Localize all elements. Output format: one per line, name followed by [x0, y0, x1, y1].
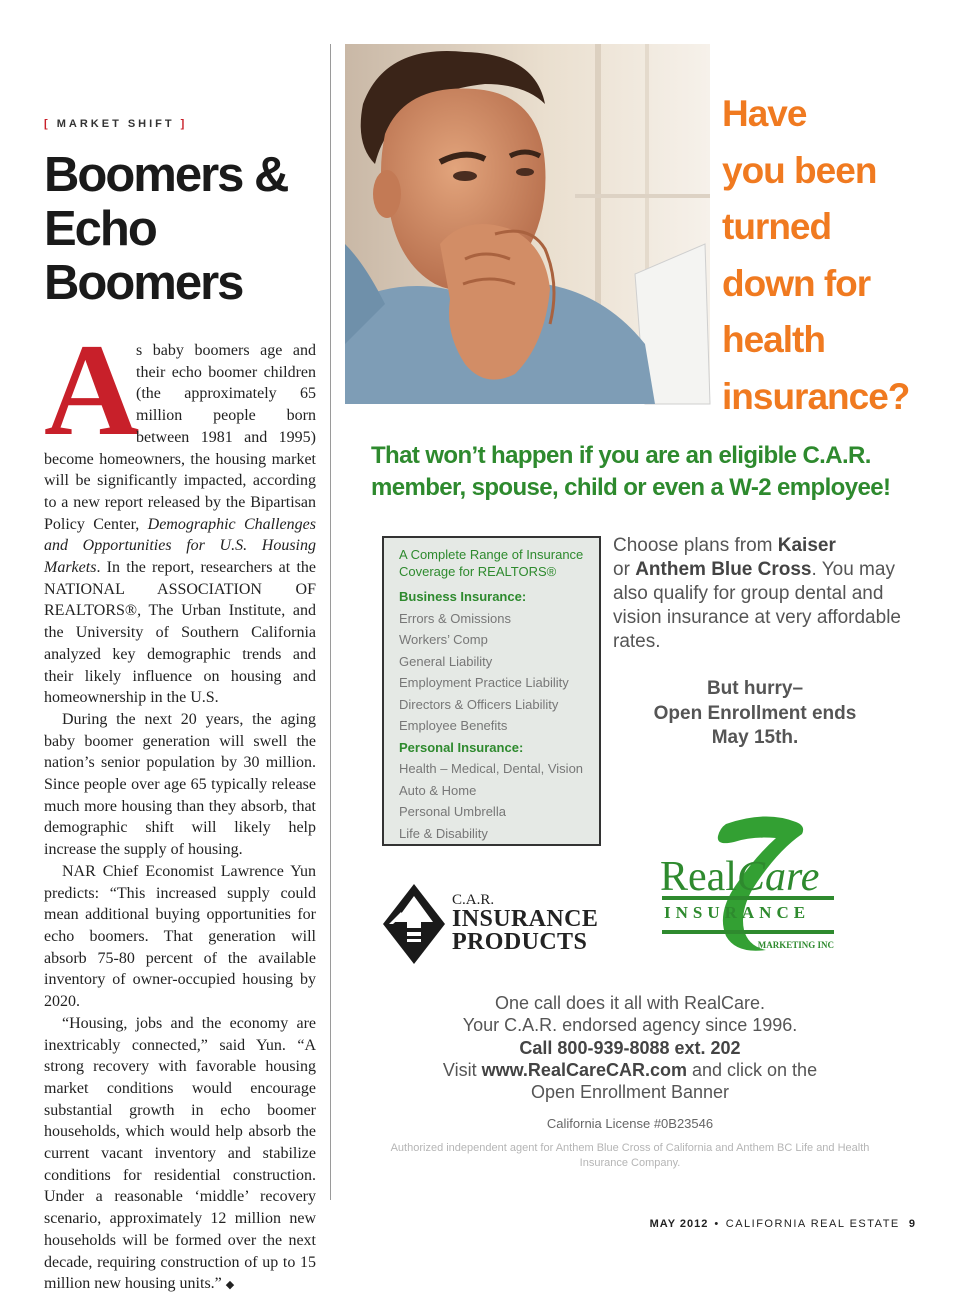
- ad-headline: [722, 86, 954, 425]
- coverage-item: Employee Benefits: [399, 718, 508, 733]
- coverage-box-title: A Complete Range of Insurance Coverage for REALTORS®: [399, 547, 584, 579]
- paragraph-1-text: s baby boomers age and their echo boomer children (the approximately 65 million people born between 1981 and 1995) become homeowners, the housing market will be significantly impacted, according to a new report released by the Bipartisan Policy Center,: [44, 342, 316, 533]
- car-logo-small-text: C.A.R.: [452, 892, 495, 908]
- paragraph-3: NAR Chief Economist Lawrence Yun predicts: “This increased supply could mean additional buying opportunities for echo boomers. That generation will absorb 75-80 percent of the available inventory of owner-occupied housing by 2020.: [44, 862, 316, 1011]
- license-number: California License #0B23546: [546, 1116, 714, 1131]
- article: [44, 118, 316, 1297]
- coverage-item: Directors & Officers Liability: [399, 696, 559, 712]
- contact-banner-text: Open Enrollment Banner: [530, 1082, 730, 1103]
- paragraph-4-text: “Housing, jobs and the economy are inextricably connected,” said Yun. “A strong recovery with favorable housing market conditions would encourage substantial growth in echo boomer households, which would help absorb the current vacant inventory and stabilize conditions for residential construction. Under a reasonable ‘middle’ recovery scenario, approximately 12 million new households will be formed over the next decade, requiring construction of up to 15 million new housing units.”: [44, 1014, 316, 1293]
- paragraph-2: During the next 20 years, the aging baby boomer generation will swell the nation’s senior population by 30 million. Since people over age 65 typically release much more housing than they absorb, that demographic shift will likely help increase the supply of housing.: [44, 710, 316, 859]
- kaiser-label: Kaiser: [777, 535, 836, 556]
- contact-visit: Visit: [442, 1059, 482, 1080]
- car-logo-mark-icon: [381, 882, 447, 966]
- hurry-line-3: May 15th.: [711, 727, 799, 748]
- footer-bullet: •: [714, 1218, 720, 1230]
- coverage-item: Health – Medical, Dental, Vision: [399, 761, 584, 776]
- article-body: [44, 316, 316, 1297]
- coverage-item: Errors & Omissions: [399, 610, 511, 626]
- report-title: Demographic Challenges and Opportunities for U.S. Housing Markets: [44, 515, 316, 577]
- hurry-line-2: Open Enrollment ends: [653, 702, 857, 724]
- contact-url-link[interactable]: www.RealCareCAR.com: [481, 1059, 687, 1080]
- drop-cap: A: [44, 316, 140, 463]
- article-headline: [44, 148, 316, 310]
- plans-text-or: or: [613, 559, 636, 580]
- disclaimer: Authorized independent agent for Anthem Blue Cross of California and Anthem BC Life and Health Insurance Company.: [390, 1142, 870, 1169]
- realcare-real: Real: [660, 854, 737, 900]
- personal-insurance-heading: Personal Insurance:: [399, 739, 524, 755]
- car-logo-line-2: PRODUCTS: [452, 929, 588, 955]
- coverage-item: Personal Umbrella: [399, 804, 506, 819]
- coverage-item: General Liability: [399, 653, 493, 669]
- plans-text: [613, 534, 903, 654]
- coverage-item: Life & Disability: [399, 825, 488, 841]
- plans-text-a: Choose plans from: [613, 535, 778, 556]
- column-divider: [330, 44, 331, 1200]
- car-logo-line-1: INSURANCE: [452, 906, 599, 932]
- kicker-label: MARKET SHIFT: [56, 118, 175, 130]
- ad-headline-line: turned: [722, 206, 832, 247]
- realcare-care: Care: [736, 854, 820, 900]
- enrollment-deadline: [620, 677, 890, 751]
- ad-headline-line: down for: [722, 262, 871, 304]
- ad-photo-worried-man: [345, 44, 710, 404]
- ad-headline-line: insurance?: [722, 375, 910, 417]
- tagline-line-2: member, spouse, child or even a W-2 employee!: [371, 474, 891, 501]
- tagline-line-1: That won’t happen if you are an eligible C.A.R.: [371, 442, 871, 469]
- paragraph-1-text-end: . In the report, researchers at the NATIONAL ASSOCIATION OF REALTORS®, The Urban Institute, and the University of Southern California analyzed key demographic trends and their likely influence on housing and homeownership in the U.S.: [44, 559, 316, 707]
- realcare-insurance-logo: [656, 812, 842, 958]
- business-insurance-heading: Business Insurance:: [399, 589, 527, 604]
- page-number: 9: [908, 1218, 916, 1230]
- coverage-item: Employment Practice Liability: [399, 675, 569, 690]
- anthem-label: Anthem Blue Cross: [635, 559, 812, 580]
- coverage-box: [382, 536, 601, 846]
- car-logo-text: [452, 908, 598, 954]
- footer-date: MAY 2012: [649, 1218, 709, 1230]
- footer-publication: CALIFORNIA REAL ESTATE: [725, 1218, 900, 1230]
- section-kicker: [ MARKET SHIFT ]: [44, 118, 188, 130]
- contact-visit-b: and click on the: [687, 1059, 818, 1080]
- ad-tagline: [371, 440, 931, 504]
- contact-info: [360, 992, 900, 1103]
- realcare-wordmark: [660, 854, 819, 900]
- coverage-item: Auto & Home: [399, 782, 477, 798]
- coverage-item: Workers’ Comp: [399, 632, 488, 647]
- ad-headline-line: you been: [722, 149, 877, 191]
- ad-headline-line: Have: [722, 93, 807, 134]
- realcare-insurance-text: INSURANCE: [664, 903, 811, 922]
- realcare-marketing-text: MARKETING INC: [757, 940, 834, 950]
- contact-line-2: Your C.A.R. endorsed agency since 1996.: [462, 1015, 798, 1036]
- contact-phone[interactable]: Call 800-939-8088 ext. 202: [519, 1037, 741, 1058]
- hurry-line-1: But hurry–: [706, 678, 804, 699]
- page-footer: [650, 1218, 916, 1230]
- plans-text-b: . You may also qualify for group dental and vision insurance at very affordable rates.: [613, 559, 901, 652]
- contact-line-1: One call does it all with RealCare.: [494, 993, 766, 1013]
- car-insurance-products-logo: [381, 882, 611, 966]
- paragraph-4: [44, 1013, 316, 1297]
- end-mark-icon: ◆: [225, 1279, 235, 1292]
- paragraph-1: [44, 316, 316, 709]
- ad-headline-line: health: [722, 319, 825, 360]
- headline-line-2: Echo Boomers: [44, 202, 243, 310]
- headline-line-1: Boomers &: [44, 148, 288, 202]
